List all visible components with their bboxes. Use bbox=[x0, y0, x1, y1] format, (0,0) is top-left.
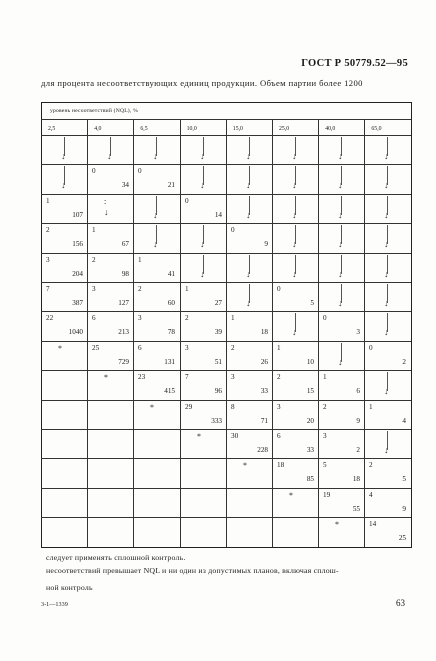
arrow-down-icon: ↓ bbox=[384, 151, 389, 161]
sample-size: 213 bbox=[118, 328, 129, 336]
sample-size: 10 bbox=[306, 358, 314, 366]
sample-size: 33 bbox=[306, 446, 314, 454]
table-cell bbox=[364, 135, 410, 164]
acceptance-number: 30 bbox=[231, 432, 239, 440]
table-cell bbox=[87, 517, 133, 546]
table-cell bbox=[318, 164, 364, 193]
star-marker: * bbox=[243, 461, 247, 470]
column-header: 2,5 bbox=[48, 126, 56, 132]
acceptance-number: 2 bbox=[323, 403, 327, 411]
sample-size: 14 bbox=[214, 211, 222, 219]
acceptance-number: 3 bbox=[323, 432, 327, 440]
star-marker: * bbox=[335, 520, 339, 529]
table-cell bbox=[180, 370, 226, 399]
sample-size: 9 bbox=[402, 505, 406, 513]
acceptance-number: 1 bbox=[185, 285, 189, 293]
table-cell bbox=[133, 488, 179, 517]
acceptance-number: 1 bbox=[231, 314, 235, 322]
acceptance-number: 6 bbox=[92, 314, 96, 322]
table-cell bbox=[272, 429, 318, 458]
table-cell bbox=[226, 429, 272, 458]
note-line-2: несоответствий превышает NQL и ни один из допустимых планов, включая сплош- bbox=[46, 566, 339, 575]
acceptance-number: 2 bbox=[185, 314, 189, 322]
table-cell bbox=[87, 311, 133, 340]
table-cell bbox=[41, 341, 87, 370]
acceptance-number: 6 bbox=[138, 344, 142, 352]
table-cell bbox=[364, 429, 410, 458]
column-header: 10,0 bbox=[186, 126, 197, 132]
table-cell bbox=[364, 370, 410, 399]
page-subtitle: для процента несоответствующих единиц продукции. Объем партии более 1200 bbox=[41, 78, 363, 88]
sample-size: 415 bbox=[164, 387, 175, 395]
table-cell bbox=[180, 253, 226, 282]
arrow-down-icon: ↓ bbox=[246, 151, 251, 161]
table-cell bbox=[272, 223, 318, 252]
table-cell bbox=[41, 400, 87, 429]
sample-size: 21 bbox=[167, 181, 175, 189]
sample-size: 228 bbox=[257, 446, 268, 454]
sample-size: 67 bbox=[121, 240, 129, 248]
table-cell bbox=[133, 517, 179, 546]
arrow-down-icon: ↓ bbox=[200, 180, 205, 190]
table-cell bbox=[272, 517, 318, 546]
arrow-down-icon: ↓ bbox=[292, 269, 297, 279]
table-cell bbox=[318, 458, 364, 487]
sample-size: 34 bbox=[121, 181, 129, 189]
table-cell bbox=[318, 135, 364, 164]
table-cell bbox=[226, 458, 272, 487]
table-cell bbox=[87, 488, 133, 517]
table-cell bbox=[41, 429, 87, 458]
table-cell bbox=[364, 194, 410, 223]
arrow-down-icon: ↓ bbox=[104, 207, 109, 217]
table-cell bbox=[318, 517, 364, 546]
table-cell bbox=[364, 458, 410, 487]
sample-size: 6 bbox=[356, 387, 360, 395]
table-cell bbox=[318, 253, 364, 282]
arrow-down-icon: ↓ bbox=[338, 151, 343, 161]
table-cell bbox=[180, 341, 226, 370]
arrow-down-icon: ↓ bbox=[153, 239, 158, 249]
table-cell bbox=[226, 400, 272, 429]
table-cell bbox=[41, 135, 87, 164]
sample-size: 26 bbox=[260, 358, 268, 366]
arrow-down-icon: ↓ bbox=[338, 298, 343, 308]
sample-size: 96 bbox=[214, 387, 222, 395]
table-cell bbox=[272, 311, 318, 340]
table-cell bbox=[364, 400, 410, 429]
star-marker: * bbox=[58, 344, 62, 353]
table-cell bbox=[87, 223, 133, 252]
acceptance-number: 0 bbox=[138, 167, 142, 175]
table-cell bbox=[41, 488, 87, 517]
table-cell bbox=[318, 370, 364, 399]
arrow-down-icon: ↓ bbox=[384, 386, 389, 396]
table-cell bbox=[272, 488, 318, 517]
acceptance-number: 1 bbox=[323, 373, 327, 381]
table-cell bbox=[41, 223, 87, 252]
arrow-down-icon: ↓ bbox=[292, 239, 297, 249]
sample-size: 333 bbox=[211, 417, 222, 425]
acceptance-number: 2 bbox=[46, 226, 50, 234]
sample-size: 2 bbox=[402, 358, 406, 366]
acceptance-number: 25 bbox=[92, 344, 100, 352]
arrow-down-icon: ↓ bbox=[384, 269, 389, 279]
table-cell bbox=[133, 194, 179, 223]
arrow-down-icon: ↓ bbox=[292, 151, 297, 161]
table-cell bbox=[272, 341, 318, 370]
table-cell bbox=[41, 370, 87, 399]
page-header: ГОСТ Р 50779.52—95 bbox=[301, 58, 408, 69]
table-cell bbox=[41, 164, 87, 193]
table-cell bbox=[87, 458, 133, 487]
table-cell bbox=[87, 370, 133, 399]
table-cell bbox=[180, 517, 226, 546]
table-cell bbox=[180, 135, 226, 164]
table-cell bbox=[364, 311, 410, 340]
table-cell bbox=[41, 517, 87, 546]
sample-size: 18 bbox=[260, 328, 268, 336]
table-cell bbox=[226, 311, 272, 340]
table-cell bbox=[364, 164, 410, 193]
acceptance-number: 3 bbox=[231, 373, 235, 381]
acceptance-number: 1 bbox=[46, 197, 50, 205]
sample-size: 55 bbox=[352, 505, 360, 513]
table-cell bbox=[133, 370, 179, 399]
arrow-down-icon: ↓ bbox=[246, 180, 251, 190]
table-cell bbox=[272, 194, 318, 223]
table-cell bbox=[87, 400, 133, 429]
sample-size: 1040 bbox=[68, 328, 83, 336]
table-cell bbox=[180, 282, 226, 311]
arrow-down-icon: ↓ bbox=[384, 445, 389, 455]
sample-size: 71 bbox=[260, 417, 268, 425]
table-cell bbox=[272, 458, 318, 487]
acceptance-number: 3 bbox=[92, 285, 96, 293]
table-cell bbox=[133, 164, 179, 193]
arrow-down-icon: ↓ bbox=[384, 239, 389, 249]
note-line-3: ной контроль bbox=[46, 583, 93, 592]
acceptance-number: 2 bbox=[92, 256, 96, 264]
acceptance-number: 3 bbox=[277, 403, 281, 411]
sample-size: 27 bbox=[214, 299, 222, 307]
column-header: 6,5 bbox=[140, 126, 148, 132]
table-cell bbox=[87, 135, 133, 164]
acceptance-number: 3 bbox=[138, 314, 142, 322]
table-cell bbox=[318, 429, 364, 458]
arrow-down-icon: ↓ bbox=[338, 180, 343, 190]
table-cell bbox=[180, 400, 226, 429]
arrow-down-icon: ↓ bbox=[153, 210, 158, 220]
star-marker: * bbox=[104, 373, 108, 382]
sample-size: 15 bbox=[306, 387, 314, 395]
table-cell bbox=[133, 400, 179, 429]
table-cell bbox=[87, 341, 133, 370]
table-cell bbox=[87, 164, 133, 193]
acceptance-number: 1 bbox=[92, 226, 96, 234]
nql-label: уровень несоответствий (NQL), % bbox=[50, 108, 138, 114]
star-marker: * bbox=[289, 491, 293, 500]
note-line-1: следует применять сплошной контроль. bbox=[46, 553, 186, 562]
arrow-down-icon: ↓ bbox=[153, 151, 158, 161]
acceptance-number: 7 bbox=[185, 373, 189, 381]
table-cell bbox=[226, 341, 272, 370]
table-cell bbox=[133, 253, 179, 282]
acceptance-number: 0 bbox=[277, 285, 281, 293]
table-cell bbox=[41, 282, 87, 311]
table-cell bbox=[180, 311, 226, 340]
acceptance-number: 2 bbox=[369, 461, 373, 469]
column-header: 4,0 bbox=[94, 126, 102, 132]
table-cell bbox=[272, 400, 318, 429]
arrow-down-icon: ↓ bbox=[384, 327, 389, 337]
table-cell bbox=[364, 253, 410, 282]
acceptance-number: 2 bbox=[138, 285, 142, 293]
table-cell bbox=[364, 282, 410, 311]
table-cell bbox=[180, 429, 226, 458]
column-header: 15,0 bbox=[232, 126, 243, 132]
sample-size: 204 bbox=[72, 270, 83, 278]
table-cell bbox=[87, 194, 133, 223]
table-cell bbox=[226, 194, 272, 223]
sample-size: 41 bbox=[167, 270, 175, 278]
table-cell bbox=[41, 311, 87, 340]
acceptance-number: 29 bbox=[185, 403, 193, 411]
table-cell bbox=[133, 223, 179, 252]
sample-size: 2 bbox=[356, 446, 360, 454]
column-header: 40,0 bbox=[325, 126, 336, 132]
sample-size: 20 bbox=[306, 417, 314, 425]
acceptance-number: 0 bbox=[369, 344, 373, 352]
arrow-down-icon: ↓ bbox=[246, 298, 251, 308]
acceptance-number: 1 bbox=[277, 344, 281, 352]
footer-code: 3-1—1339 bbox=[41, 601, 68, 608]
arrow-down-icon: ↓ bbox=[246, 210, 251, 220]
table-cell bbox=[180, 458, 226, 487]
table-cell bbox=[318, 488, 364, 517]
table-cell bbox=[41, 458, 87, 487]
arrow-down-icon: ↓ bbox=[61, 151, 66, 161]
table-cell bbox=[87, 282, 133, 311]
table-cell bbox=[318, 223, 364, 252]
table-cell bbox=[226, 282, 272, 311]
dots-marker: : bbox=[104, 197, 107, 206]
arrow-down-icon: ↓ bbox=[61, 180, 66, 190]
arrow-down-icon: ↓ bbox=[384, 180, 389, 190]
sample-size: 60 bbox=[167, 299, 175, 307]
table-cell bbox=[41, 253, 87, 282]
table-cell bbox=[364, 517, 410, 546]
sample-size: 156 bbox=[72, 240, 83, 248]
sample-size: 33 bbox=[260, 387, 268, 395]
table-cell bbox=[87, 429, 133, 458]
table-cell bbox=[180, 194, 226, 223]
table-cell bbox=[318, 311, 364, 340]
table-cell bbox=[364, 488, 410, 517]
sample-size: 39 bbox=[214, 328, 222, 336]
sample-size: 85 bbox=[306, 475, 314, 483]
sample-size: 5 bbox=[310, 299, 314, 307]
acceptance-number: 2 bbox=[231, 344, 235, 352]
arrow-down-icon: ↓ bbox=[338, 210, 343, 220]
acceptance-number: 22 bbox=[46, 314, 54, 322]
table-cell bbox=[41, 194, 87, 223]
column-header: 25,0 bbox=[279, 126, 290, 132]
table-cell bbox=[226, 370, 272, 399]
table-cell bbox=[180, 164, 226, 193]
table-cell bbox=[318, 194, 364, 223]
table-cell bbox=[226, 517, 272, 546]
table-cell bbox=[226, 223, 272, 252]
acceptance-number: 0 bbox=[185, 197, 189, 205]
table-cell bbox=[226, 164, 272, 193]
sample-size: 127 bbox=[118, 299, 129, 307]
sample-size: 107 bbox=[72, 211, 83, 219]
acceptance-number: 14 bbox=[369, 520, 377, 528]
table-cell bbox=[226, 135, 272, 164]
acceptance-number: 8 bbox=[231, 403, 235, 411]
sample-size: 51 bbox=[214, 358, 222, 366]
table-cell bbox=[272, 135, 318, 164]
arrow-down-icon: ↓ bbox=[246, 269, 251, 279]
sample-size: 4 bbox=[402, 417, 406, 425]
arrow-down-icon: ↓ bbox=[292, 210, 297, 220]
table-cell bbox=[133, 458, 179, 487]
table-cell bbox=[226, 253, 272, 282]
acceptance-number: 3 bbox=[185, 344, 189, 352]
arrow-down-icon: ↓ bbox=[338, 357, 343, 367]
table-cell bbox=[318, 341, 364, 370]
table-cell bbox=[133, 311, 179, 340]
table-cell bbox=[180, 223, 226, 252]
table-cell bbox=[133, 135, 179, 164]
arrow-down-icon: ↓ bbox=[200, 151, 205, 161]
sample-size: 98 bbox=[121, 270, 129, 278]
table-cell bbox=[318, 282, 364, 311]
sample-size: 78 bbox=[167, 328, 175, 336]
acceptance-number: 4 bbox=[369, 491, 373, 499]
acceptance-number: 5 bbox=[323, 461, 327, 469]
table-cell bbox=[226, 488, 272, 517]
arrow-down-icon: ↓ bbox=[292, 180, 297, 190]
acceptance-number: 1 bbox=[369, 403, 373, 411]
sample-size: 9 bbox=[356, 417, 360, 425]
arrow-down-icon: ↓ bbox=[384, 298, 389, 308]
arrow-down-icon: ↓ bbox=[107, 151, 112, 161]
table-cell bbox=[133, 429, 179, 458]
table-cell bbox=[364, 341, 410, 370]
table-cell bbox=[272, 253, 318, 282]
arrow-down-icon: ↓ bbox=[384, 210, 389, 220]
acceptance-number: 0 bbox=[323, 314, 327, 322]
sample-size: 9 bbox=[264, 240, 268, 248]
table-cell bbox=[133, 282, 179, 311]
arrow-down-icon: ↓ bbox=[338, 269, 343, 279]
table-cell bbox=[180, 488, 226, 517]
acceptance-number: 6 bbox=[277, 432, 281, 440]
table-cell bbox=[87, 253, 133, 282]
acceptance-number: 19 bbox=[323, 491, 331, 499]
sample-size: 131 bbox=[164, 358, 175, 366]
sample-size: 3 bbox=[356, 328, 360, 336]
acceptance-number: 7 bbox=[46, 285, 50, 293]
table-cell bbox=[318, 400, 364, 429]
table-cell bbox=[133, 341, 179, 370]
star-marker: * bbox=[150, 403, 154, 412]
sample-size: 18 bbox=[352, 475, 360, 483]
arrow-down-icon: ↓ bbox=[338, 239, 343, 249]
table-cell bbox=[272, 370, 318, 399]
acceptance-number: 0 bbox=[92, 167, 96, 175]
sample-size: 387 bbox=[72, 299, 83, 307]
acceptance-number: 0 bbox=[231, 226, 235, 234]
arrow-down-icon: ↓ bbox=[200, 269, 205, 279]
table-cell bbox=[272, 164, 318, 193]
table-cell bbox=[364, 223, 410, 252]
star-marker: * bbox=[197, 432, 201, 441]
table-cell bbox=[272, 282, 318, 311]
sample-size: 5 bbox=[402, 475, 406, 483]
acceptance-number: 18 bbox=[277, 461, 285, 469]
page-number: 63 bbox=[396, 598, 405, 608]
acceptance-number: 3 bbox=[46, 256, 50, 264]
acceptance-number: 2 bbox=[277, 373, 281, 381]
arrow-down-icon: ↓ bbox=[200, 239, 205, 249]
sample-size: 25 bbox=[398, 534, 406, 542]
sample-size: 729 bbox=[118, 358, 129, 366]
column-header: 65,0 bbox=[371, 126, 382, 132]
acceptance-number: 1 bbox=[138, 256, 142, 264]
acceptance-number: 23 bbox=[138, 373, 146, 381]
arrow-down-icon: ↓ bbox=[292, 327, 297, 337]
